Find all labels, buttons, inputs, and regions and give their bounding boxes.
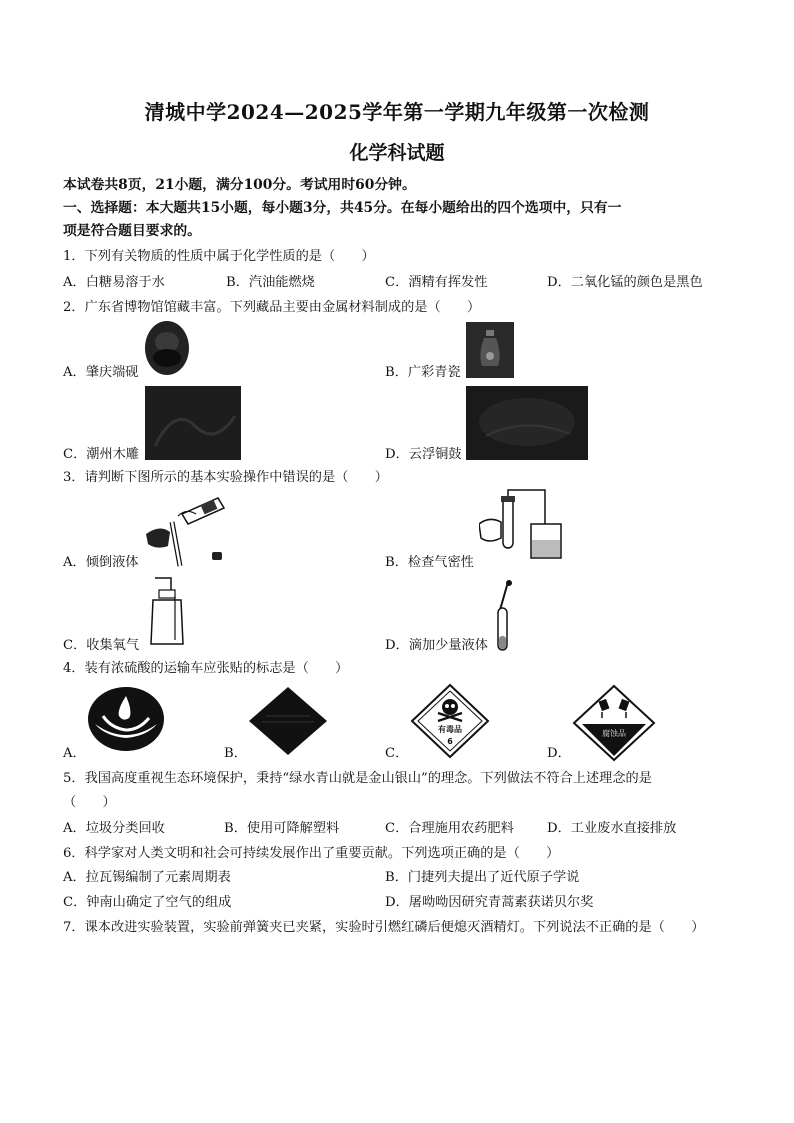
- question-3-stem: 3．请判断下图所示的基本实验操作中错误的是（ ）: [63, 470, 388, 485]
- q5-option-c: C．合理施用农药肥料: [385, 821, 514, 836]
- q2-option-c: C．潮州木雕: [63, 447, 140, 462]
- question-7-stem: 7．课本改进实验装置，实验前弹簧夹已夹紧，实验时引燃红磷后便熄灭酒精灯。下列说法不正确的是（ ）: [63, 920, 705, 935]
- q3-option-c: C．收集氧气: [63, 638, 140, 653]
- q1-option-c: C．酒精有挥发性: [385, 275, 488, 290]
- question-1-stem: 1．下列有关物质的性质中属于化学性质的是（ ）: [63, 249, 375, 264]
- sign-d-corrosive-icon: [572, 684, 656, 762]
- q1-option-a: A．白糖易溶于水: [63, 275, 165, 290]
- sign-c-label: 有毒品: [438, 725, 462, 734]
- q4-option-a: A．: [63, 746, 86, 761]
- q6-option-b: B．门捷列夫提出了近代原子学说: [385, 870, 580, 885]
- oxygen-collection-diagram: [145, 576, 187, 646]
- q5-option-b: B．使用可降解塑料: [224, 821, 340, 836]
- exam-subtitle: 化学科试题: [349, 142, 445, 164]
- porcelain-image: [466, 322, 514, 378]
- question-2-stem: 2．广东省博物馆馆藏丰富。下列藏品主要由金属材料制成的是（ ）: [63, 300, 481, 315]
- question-5-stem-cont: （ ）: [63, 795, 116, 810]
- q3-option-b: B．检查气密性: [385, 555, 474, 570]
- airtightness-diagram: [479, 488, 565, 562]
- q2-option-d: D．云浮铜鼓: [385, 447, 462, 462]
- pouring-liquid-diagram: [142, 494, 232, 570]
- section-heading-line2: 项是符合题目要求的。: [63, 223, 201, 239]
- q1-option-d: D．二氧化锰的颜色是黑色: [547, 275, 703, 290]
- exam-intro: 本试卷共8页，21小题，满分100分。考试用时60分钟。: [63, 177, 416, 193]
- q5-option-a: A．垃圾分类回收: [63, 821, 165, 836]
- sign-a-icon: [87, 686, 165, 752]
- question-5-stem: 5．我国高度重视生态环境保护，秉持“绿水青山就是金山银山”的理念。下列做法不符合上述理念的是: [63, 771, 652, 786]
- q4-option-d: D．: [547, 746, 571, 761]
- bronze-drum-image: [466, 386, 588, 460]
- q4-option-b: B．: [224, 746, 247, 761]
- q2-option-b: B．广彩青瓷: [385, 365, 461, 380]
- q2-option-a: A．肇庆端砚: [63, 365, 139, 380]
- q1-option-b: B．汽油能燃烧: [226, 275, 315, 290]
- q6-option-a: A．拉瓦锡编制了元素周期表: [63, 870, 231, 885]
- q6-option-c: C．钟南山确定了空气的组成: [63, 895, 232, 910]
- q3-option-a: A．倾倒液体: [63, 555, 139, 570]
- sign-c-toxic-icon: [410, 683, 490, 759]
- question-4-stem: 4．装有浓硫酸的运输车应张贴的标志是（ ）: [63, 661, 349, 676]
- exam-title: 清城中学2024—2025学年第一学期九年级第一次检测: [144, 100, 650, 124]
- q3-option-d: D．滴加少量液体: [385, 638, 488, 653]
- q5-option-d: D．工业废水直接排放: [547, 821, 677, 836]
- section-heading-line1: 一、选择题：本大题共15小题，每小题3分，共45分。在每小题给出的四个选项中，只有一: [63, 200, 622, 216]
- question-6-stem: 6．科学家对人类文明和社会可持续发展作出了重要贡献。下列选项正确的是（ ）: [63, 846, 560, 861]
- sign-b-icon: [248, 686, 328, 756]
- sign-c-number: 6: [447, 737, 453, 746]
- sign-d-label: 腐蚀品: [602, 729, 626, 738]
- wood-carving-image: [145, 386, 241, 460]
- inkstone-image: [144, 320, 190, 376]
- q6-option-d: D．屠呦呦因研究青蒿素获诺贝尔奖: [385, 895, 594, 910]
- dropper-diagram: [494, 580, 514, 652]
- q4-option-c: C．: [385, 746, 409, 761]
